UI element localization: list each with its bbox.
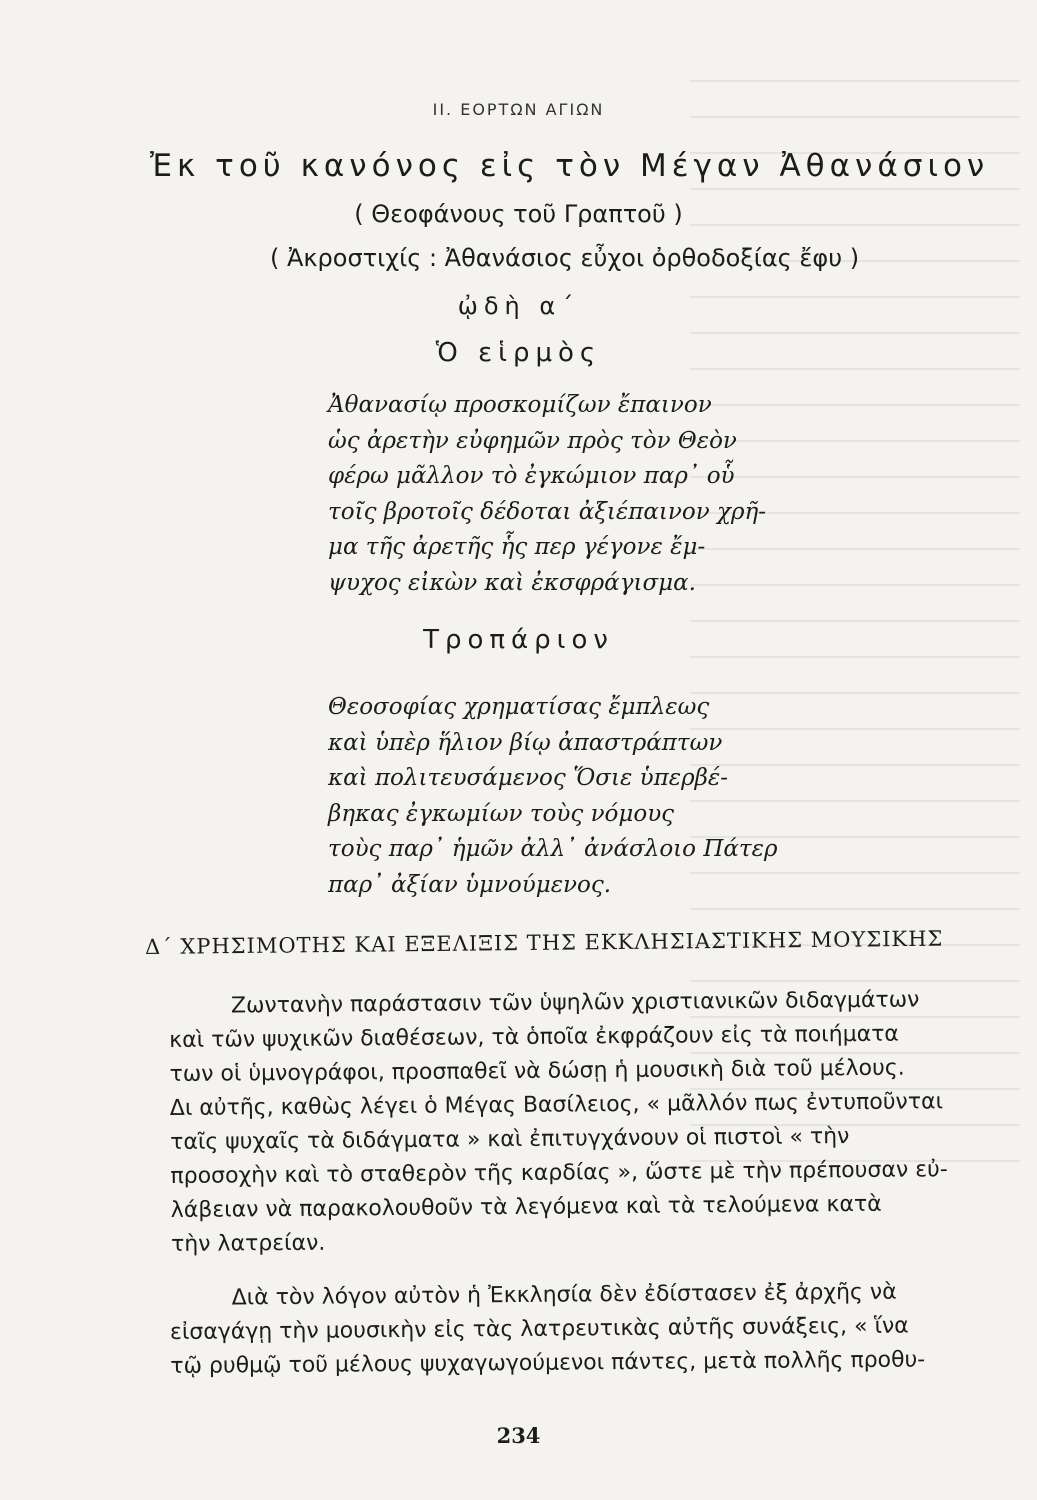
verse-line: φέρω μᾶλλον τὸ ἐγκώμιον παρ᾽ οὗ — [328, 463, 735, 489]
verse-line: παρ᾽ ἀξίαν ὑμνούμενος. — [328, 871, 612, 898]
paragraph-line: εἰσαγάγῃ τὴν μουσικὴν εἰς τὰς λατρευτικὰς αὐτῆς συνάξεις, « ἵνα — [169, 1313, 909, 1345]
verse-line: ὡς ἀρετὴν εὐφημῶν πρὸς τὸν Θεὸν — [328, 427, 737, 454]
paragraph-line: λάβειαν νὰ παρακολουθοῦν τὰ λεγόμενα καὶ τὰ τελούμενα κατὰ — [170, 1191, 882, 1223]
verse-line: τοῖς βροτοῖς δέδοται ἀξιέπαινον χρῆ- — [328, 498, 767, 525]
troparion-verse — [328, 690, 828, 903]
heirmos-heading: Ὁ εἱρμὸς — [435, 338, 602, 368]
verse-line: τοὺς παρ᾽ ἡμῶν ἀλλ᾽ ἀνάσλοιο Πάτερ — [328, 836, 778, 862]
verse-line: βηκας ἐγκωμίων τοὺς νόμους — [328, 800, 675, 827]
paragraph-line: καὶ τῶν ψυχικῶν διαθέσεων, τὰ ὁποῖα ἐκφράζουν εἰς τὰ ποιήματα — [169, 1021, 899, 1054]
paragraph-line: προσοχὴν καὶ τὸ σταθερὸν τῆς καρδίας », ὥστε μὲ τὴν πρέπουσαν εὐ- — [170, 1157, 948, 1189]
paragraph-line: ταῖς ψυχαῖς τὰ διδάγματα » καὶ ἐπιτυγχάνουν οἱ πιστοὶ « τὴν — [170, 1124, 850, 1155]
canon-title: Ἐκ τοῦ κανόνος εἰς τὸν Μέγαν Ἀθανάσιον — [150, 148, 990, 184]
paragraph-2 — [170, 1274, 1031, 1384]
paragraph-line: των οἱ ὑμνογράφοι, προσπαθεῖ νὰ δώσῃ ἡ μουσικὴ διὰ τοῦ μέλους. — [169, 1055, 905, 1088]
verse-line: Ἀθανασίῳ προσκομίζων ἔπαινον — [328, 392, 712, 418]
paragraph-1 — [169, 983, 1031, 1262]
heirmos-verse — [328, 388, 828, 601]
page-number: 234 — [496, 1423, 541, 1448]
paragraph-line: Δι αὐτῆς, καθὼς λέγει ὁ Μέγας Βασίλειος, « μᾶλλόν πως ἐντυποῦνται — [169, 1089, 944, 1122]
ode-heading: ᾠδὴ α´ — [457, 292, 580, 320]
canon-author: ( Θεοφάνους τοῦ Γραπτοῦ ) — [354, 200, 683, 228]
verse-line: μα τῆς ἀρετῆς ἧς περ γέγονε ἔμ- — [328, 534, 706, 560]
verse-line: καὶ ὑπὲρ ἥλιον βίῳ ἀπαστράπτων — [328, 729, 723, 756]
troparion-heading: Τροπάριον — [423, 625, 614, 655]
verse-line: καὶ πολιτευσάμενος Ὅσιε ὑπερβέ- — [328, 765, 729, 791]
verse-line: ψυχος εἰκὼν καὶ ἐκσφράγισμα. — [328, 569, 696, 596]
paragraph-line: τὴν λατρείαν. — [170, 1230, 326, 1257]
paragraph-line: Ζωντανὴν παράστασιν τῶν ὑψηλῶν χριστιανικῶν διδαγμάτων — [230, 987, 920, 1019]
verse-line: Θεοσοφίας χρηματίσας ἔμπλεως — [328, 694, 710, 720]
running-head: II. ΕΟΡΤΩΝ ΑΓΙΩΝ — [432, 100, 605, 119]
paragraph-line: τῷ ρυθμῷ τοῦ μέλους ψυχαγωγούμενοι πάντες, μετὰ πολλῆς προθυ- — [170, 1347, 926, 1379]
acrostic-line: ( Ἀκροστιχίς : Ἀθανάσιος εὖχοι ὀρθοδοξίας ἔφυ ) — [270, 244, 860, 272]
paragraph-line: Διὰ τὸν λόγον αὐτὸν ἡ Ἐκκλησία δὲν ἐδίστασεν ἐξ ἀρχῆς νὰ — [231, 1279, 897, 1311]
section-heading: Δ´ ΧΡΗΣΙΜΟΤΗΣ ΚΑΙ ΕΞΕΛΙΞΙΣ ΤΗΣ ΕΚΚΛΗΣΙΑΣΤΙΚΗΣ ΜΟΥΣΙΚΗΣ — [144, 926, 944, 959]
